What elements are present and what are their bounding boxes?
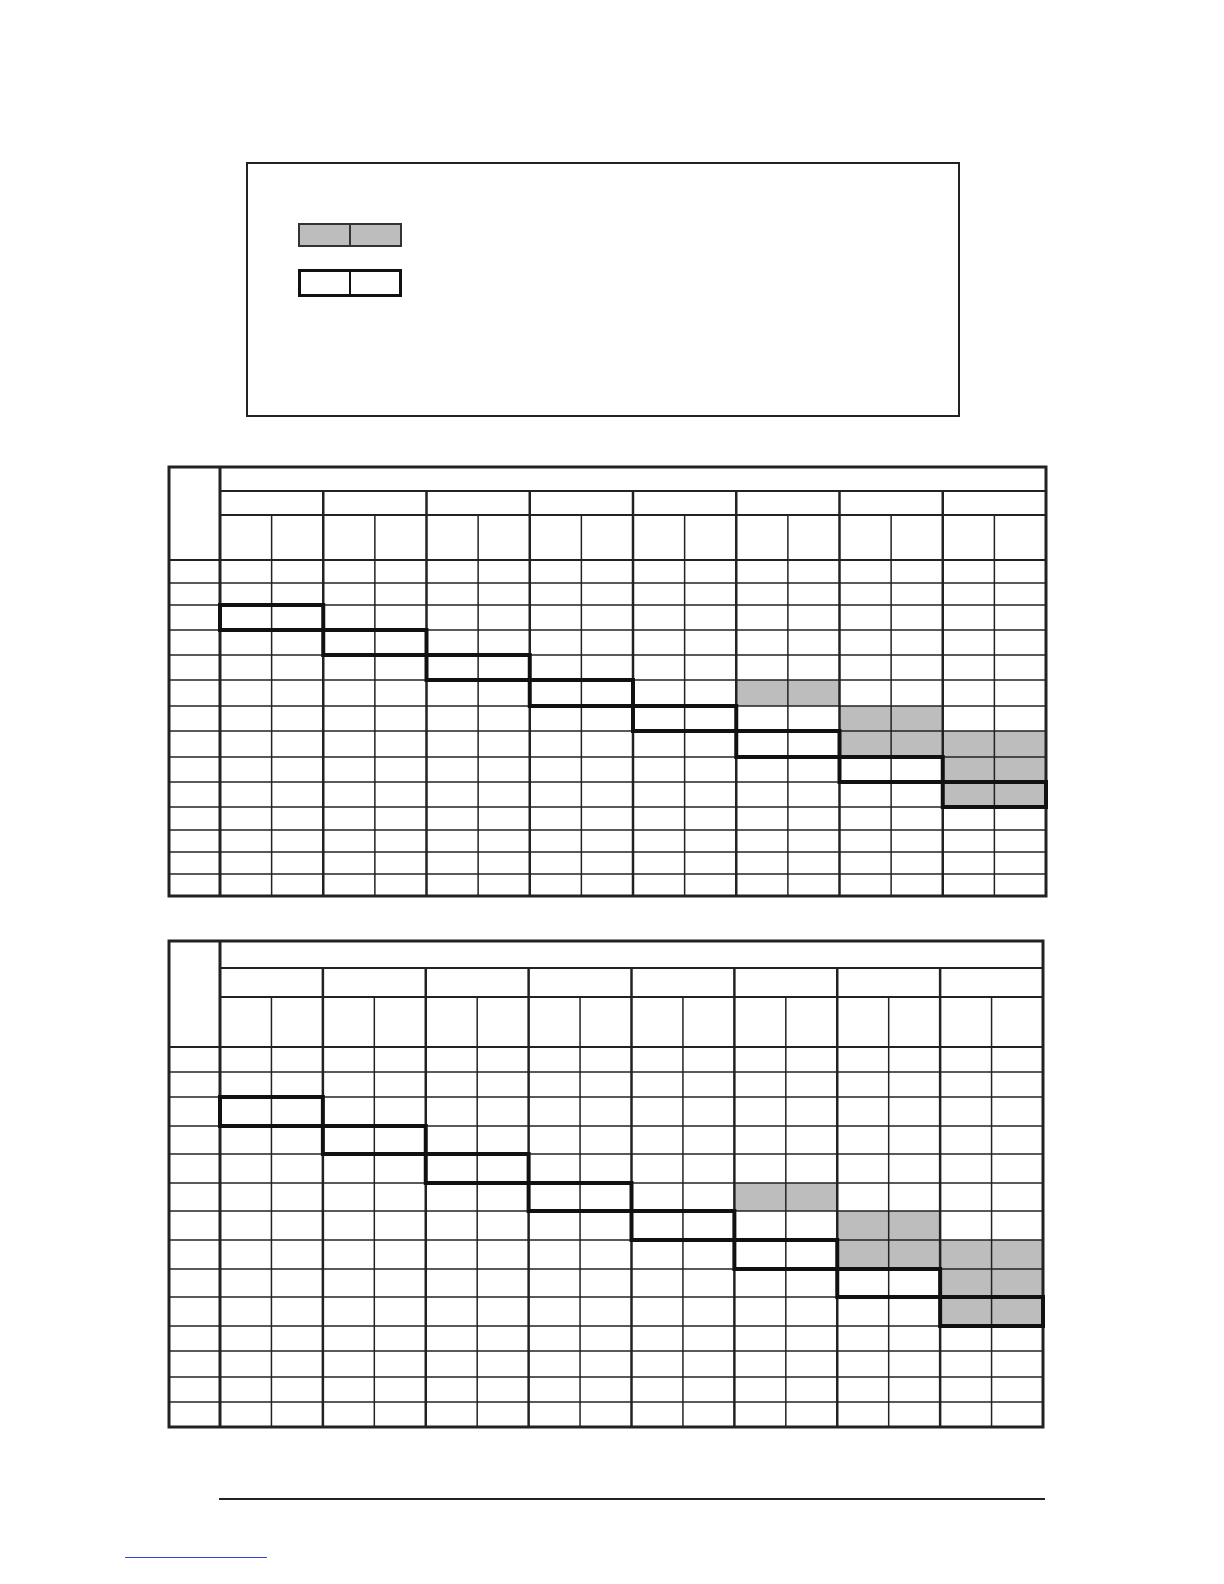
footer-rule: [219, 1498, 1045, 1500]
footer-link-underline: [125, 1557, 267, 1558]
